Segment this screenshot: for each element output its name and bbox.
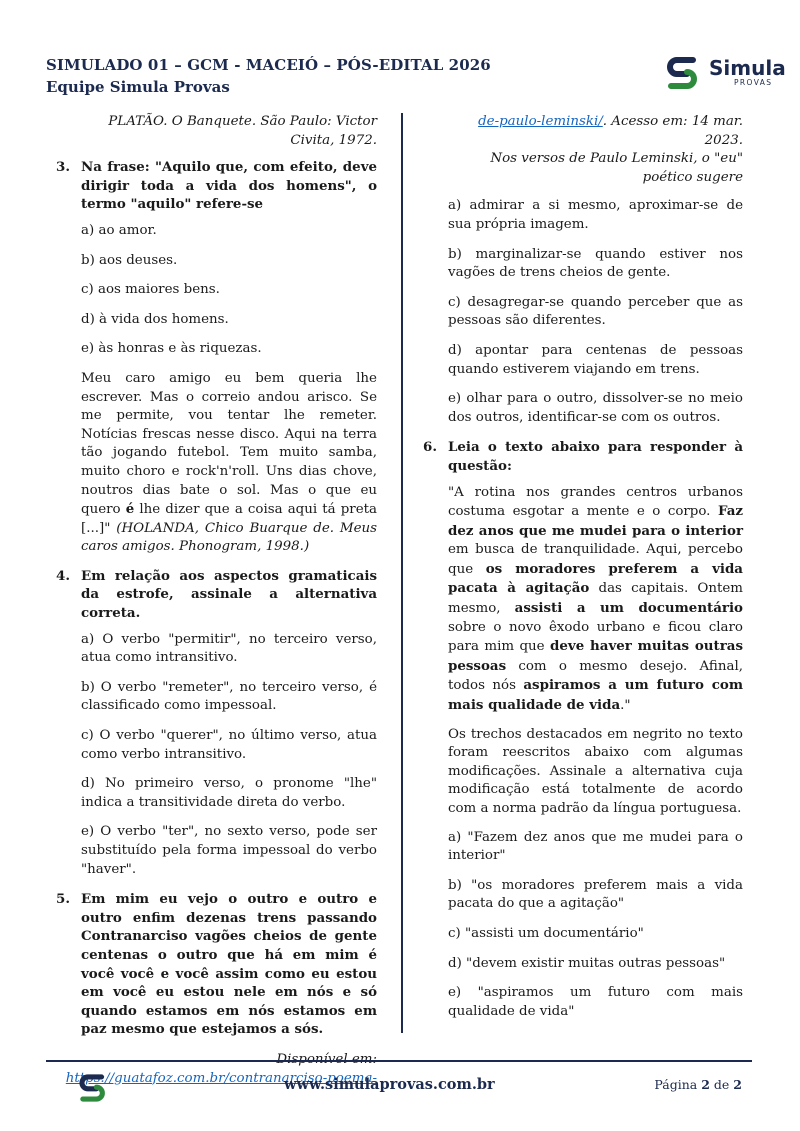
- footer-website[interactable]: www.simulaprovas.com.br: [284, 1076, 495, 1093]
- option-4a[interactable]: a) O verbo "permitir", no terceiro verso, atua como intransitivo.: [81, 631, 377, 666]
- option-5b[interactable]: b) marginalizar-se quando estiver nos vagões de trens cheios de gente.: [448, 246, 743, 281]
- logo-brand-text: Simula: [709, 56, 786, 80]
- page-number: [654, 1077, 742, 1092]
- source-link-part2[interactable]: de-paulo-leminski/: [478, 114, 603, 129]
- source-link[interactable]: https://guatafoz.com.br/contranarciso-poema-: [65, 1070, 377, 1086]
- excerpt-bold: Faz dez anos que me mudei para o interior: [448, 503, 743, 539]
- footer-divider: [46, 1060, 752, 1062]
- text-excerpt: [448, 484, 743, 716]
- option-4c[interactable]: c) O verbo "querer", no último verso, atua como verbo intransitivo.: [81, 728, 377, 762]
- logo-brand-subtext: PROVAS: [734, 78, 773, 87]
- question-stem: Na frase: "Aquilo que, com efeito, deve dirigir toda a vida dos homens", o termo "aquilo" refere-se: [81, 159, 377, 213]
- excerpt-text: em busca de tranquilidade. Aqui, percebo que: [448, 542, 743, 577]
- question-6-instruction: Os trechos destacados em negrito no texto foram reescritos abaixo com algumas modificações. Assinale a alternativa cuja modificação está totalmente de acordo com a norma padrão da língua portuguesa.: [448, 726, 743, 816]
- option-6a[interactable]: a) "Fazem dez anos que me mudei para o interior": [448, 829, 743, 864]
- page-of: de: [713, 1077, 730, 1092]
- left-column: [56, 113, 377, 1088]
- option-4b[interactable]: b) O verbo "remeter", no terceiro verso, é classificado como impessoal.: [81, 679, 377, 714]
- option-4d[interactable]: d) No primeiro verso, o pronome "lhe" indica a transitividade direta do verbo.: [81, 776, 377, 810]
- excerpt-text: "A rotina nos grandes centros urbanos costuma esgotar a mente e o corpo.: [448, 484, 743, 520]
- page-current: 2: [701, 1077, 710, 1092]
- excerpt-text: das capitais. Ontem mesmo,: [448, 581, 743, 617]
- option-5a[interactable]: a) admirar a si mesmo, aproximar-se de sua própria imagem.: [448, 198, 743, 232]
- page-footer: [46, 1068, 752, 1108]
- option-3c[interactable]: c) aos maiores bens.: [81, 282, 220, 298]
- question-stem: Em mim eu vejo o outro e outro e outro enfim dezenas trens passando Contranarciso vagões cheios de gente centenas o outro que há em mim é você você e você assim como eu estou em você eu estou nele em nós e só quando estamos em nós estamos em paz mesmo que estejamos a sós.: [81, 891, 377, 1038]
- option-3e[interactable]: e) às honras e às riquezas.: [81, 341, 262, 357]
- option-3a[interactable]: a) ao amor.: [81, 222, 157, 238]
- question-4: [56, 567, 377, 623]
- page-label: Página: [654, 1077, 698, 1092]
- excerpt-text: sobre o novo êxodo urbano e ficou claro para mim que: [448, 619, 743, 655]
- access-date: . Acesso em: 14 mar. 2023.: [602, 114, 743, 148]
- excerpt-bold: deve haver muitas outras pessoas: [448, 638, 743, 674]
- footer-logo-icon: [76, 1070, 110, 1106]
- question-5-prompt: Nos versos de Paulo Leminski, o "eu" poético sugere: [490, 151, 743, 185]
- logo-s-icon: [663, 54, 703, 92]
- question-stem: Leia o texto abaixo para responder à questão:: [448, 439, 743, 474]
- option-5d[interactable]: d) apontar para centenas de pessoas quando estiverem viajando em trens.: [448, 342, 743, 377]
- song-text-2: lhe dizer que a coisa aqui tá preta [...]": [81, 502, 377, 536]
- option-3b[interactable]: b) aos deuses.: [81, 252, 178, 268]
- option-3d[interactable]: d) à vida dos homens.: [81, 311, 229, 327]
- excerpt-bold: assisti a um documentário: [514, 600, 743, 617]
- question-number: 3.: [56, 159, 70, 176]
- option-6e[interactable]: e) "aspiramos um futuro com mais qualidade de vida": [448, 985, 743, 1019]
- question-number: 5.: [56, 891, 70, 908]
- option-6b[interactable]: b) "os moradores preferem mais a vida pacata do que a agitação": [448, 877, 743, 912]
- excerpt-text: .": [620, 698, 631, 714]
- song-excerpt: [56, 370, 377, 557]
- column-divider: [401, 113, 403, 1033]
- platao-citation: PLATÃO. O Banquete. São Paulo: Victor Civita, 1972.: [108, 114, 377, 148]
- question-stem: Em relação aos aspectos gramaticais da estrofe, assinale a alternativa correta.: [81, 567, 377, 622]
- right-column: [423, 113, 743, 1032]
- question-3: [56, 158, 377, 214]
- excerpt-bold: aspiramos a um futuro com mais qualidade de vida: [448, 677, 743, 714]
- option-6d[interactable]: d) "devem existir muitas outras pessoas": [448, 955, 726, 971]
- exam-title: SIMULADO 01 – GCM - MACEIÓ – PÓS-EDITAL 2026: [46, 56, 491, 74]
- page-header: [46, 52, 786, 108]
- question-5: [56, 890, 377, 1039]
- question-6: [423, 438, 743, 475]
- simula-logo: [663, 52, 786, 92]
- question-number: 4.: [56, 567, 70, 584]
- excerpt-text: com o mesmo desejo. Afinal, todos nós: [448, 658, 743, 694]
- option-6c[interactable]: c) "assisti um documentário": [448, 925, 644, 941]
- excerpt-bold: os moradores preferem a vida pacata à agitação: [448, 560, 743, 597]
- source-link-continuation: [448, 113, 743, 150]
- option-4e[interactable]: e) O verbo "ter", no sexto verso, pode ser substituído pela forma impessoal do verbo "haver".: [81, 824, 377, 877]
- song-citation: (HOLANDA, Chico Buarque de. Meus caros amigos. Phonogram, 1998.): [81, 520, 377, 555]
- question-number: 6.: [423, 439, 437, 456]
- page-total: 2: [733, 1077, 742, 1092]
- option-5c[interactable]: c) desagregar-se quando perceber que as pessoas são diferentes.: [448, 294, 743, 329]
- song-text-1: Meu caro amigo eu bem queria lhe escrever. Mas o correio andou arisco. Se me permite, vou tentar lhe remeter. Notícias frescas nesse disco. Aqui na terra tão jogando futebol. Tem muito samba, muito choro e rock'n'roll. Uns dias chove, noutros dias bate o sol. Mas o que eu quero: [81, 370, 377, 518]
- song-bold-word: é: [125, 501, 135, 518]
- exam-subtitle: Equipe Simula Provas: [46, 78, 230, 96]
- option-5e[interactable]: e) olhar para o outro, dissolver-se no meio dos outros, identificar-se com os outros.: [448, 391, 743, 425]
